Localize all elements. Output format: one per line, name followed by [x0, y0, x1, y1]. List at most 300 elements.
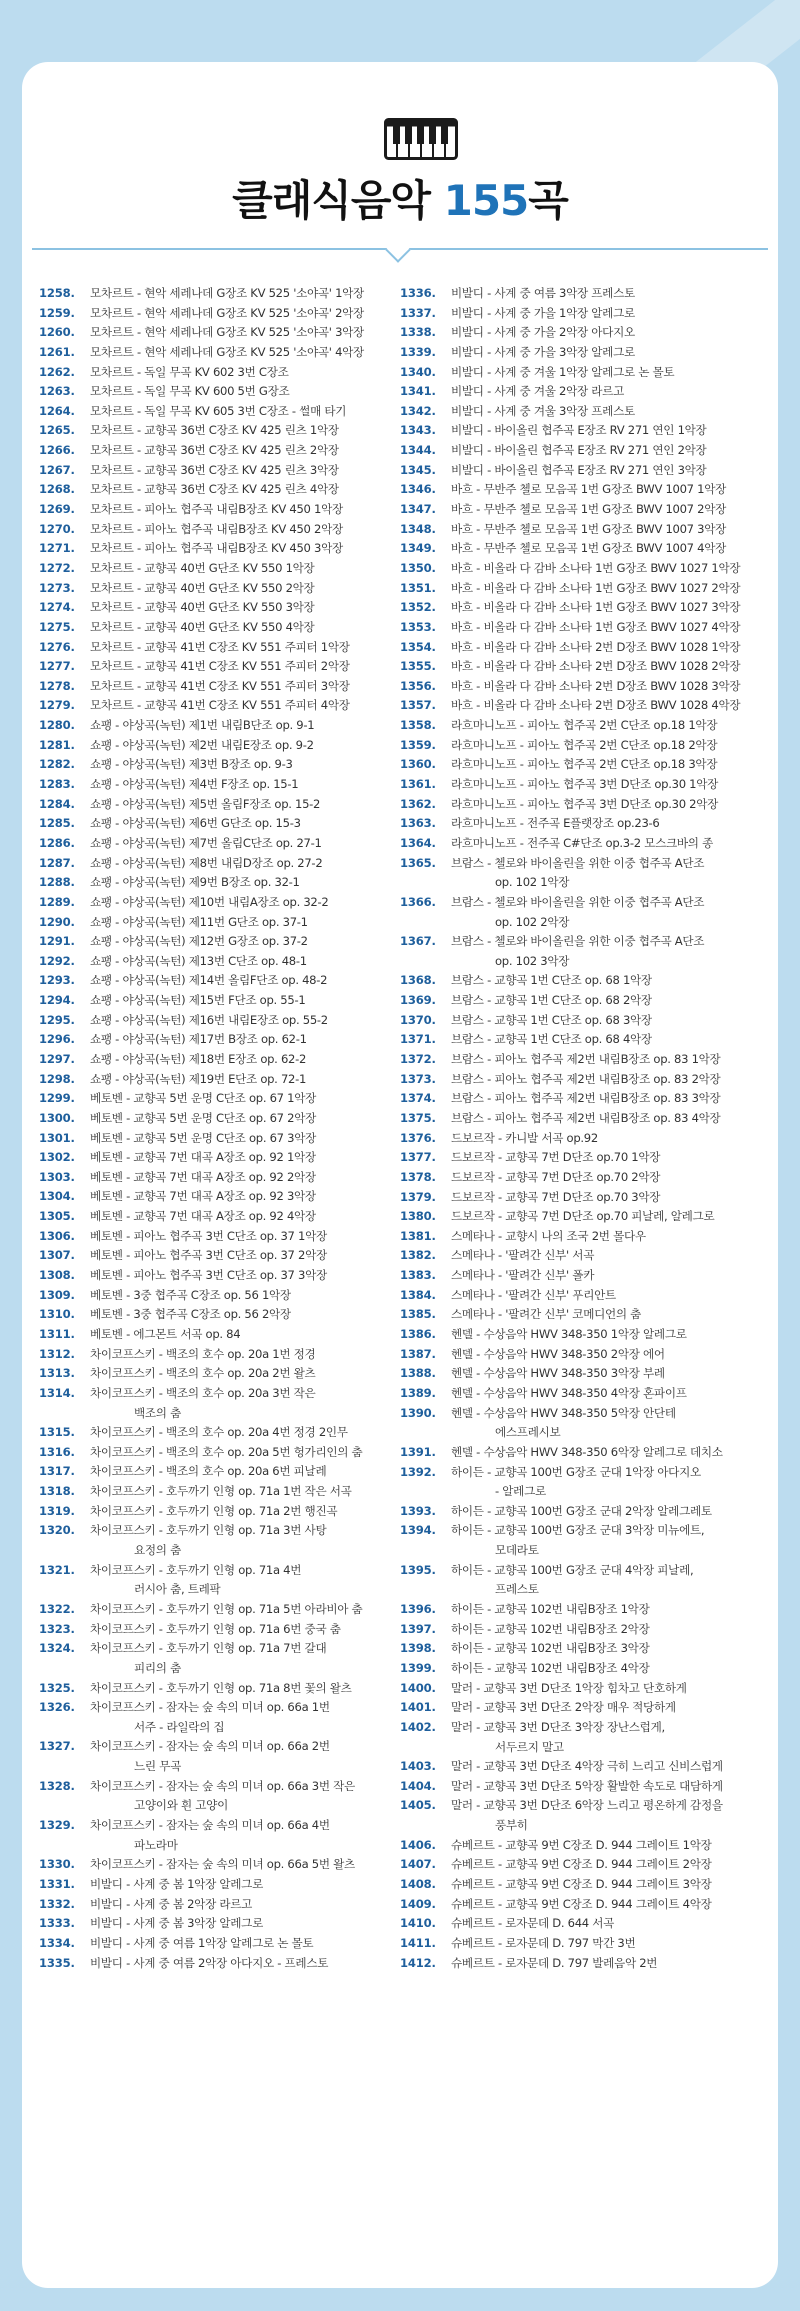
track-title-line: 모차르트 - 교향곡 40번 G단조 KV 550 3악장 — [90, 600, 315, 615]
track-title-line: 모차르트 - 현악 세레나데 G장조 KV 525 '소야곡' 4악장 — [90, 344, 364, 359]
list-item — [400, 618, 762, 638]
track-title-line: 헨델 - 수상음악 HWV 348-350 2악장 에어 — [451, 1346, 665, 1361]
track-title — [90, 755, 401, 775]
track-title-line: 비발디 - 사계 중 봄 3악장 알레그로 — [90, 1916, 263, 1931]
list-item — [400, 1463, 762, 1502]
track-title-line: 베토벤 - 피아노 협주곡 3번 C단조 op. 37 2악장 — [90, 1248, 327, 1263]
track-title — [451, 991, 762, 1011]
track-title — [90, 1482, 401, 1502]
track-number: 1326. — [39, 1700, 75, 1715]
track-number: 1292. — [39, 953, 75, 968]
track-number: 1358. — [400, 718, 436, 733]
track-title — [90, 716, 401, 736]
track-title-line: 비발디 - 바이올린 협주곡 E장조 RV 271 연인 1악장 — [451, 423, 707, 438]
track-title — [451, 1246, 762, 1266]
track-title-line: 말러 - 교향곡 3번 D단조 3악장 장난스럽게, — [451, 1719, 665, 1734]
track-title — [90, 1266, 401, 1286]
track-title-line: 쇼팽 - 야상곡(녹턴) 제8번 내림D장조 op. 27-2 — [90, 855, 323, 870]
track-title-line: 비발디 - 바이올린 협주곡 E장조 RV 271 연인 3악장 — [451, 462, 707, 477]
list-item — [400, 1855, 762, 1875]
track-title-line: 하이든 - 교향곡 100번 G장조 군대 2악장 알레그레토 — [451, 1503, 712, 1518]
track-number: 1396. — [400, 1602, 436, 1617]
list-item — [400, 441, 762, 461]
track-number: 1349. — [400, 541, 436, 556]
track-title — [90, 1777, 401, 1816]
track-title — [90, 1187, 401, 1207]
track-title-line: 드보르작 - 교향곡 7번 D단조 op.70 2악장 — [451, 1169, 661, 1184]
track-title — [451, 1286, 762, 1306]
track-number: 1375. — [400, 1110, 436, 1125]
track-title — [90, 1286, 401, 1306]
track-title-line: 헨델 - 수상음악 HWV 348-350 1악장 알레그로 — [451, 1327, 687, 1341]
track-title-line: 모차르트 - 교향곡 40번 G단조 KV 550 4악장 — [90, 619, 315, 634]
track-number: 1353. — [400, 619, 436, 634]
track-title — [90, 1129, 401, 1149]
track-title-line: 모차르트 - 독일 무곡 KV 600 5번 G장조 — [90, 384, 290, 399]
list-item — [400, 1109, 762, 1129]
track-title — [451, 461, 762, 481]
track-title — [90, 323, 401, 343]
track-number: 1412. — [400, 1955, 436, 1970]
list-item — [400, 854, 762, 893]
track-title-continuation: 요정의 춤 — [134, 1543, 181, 1558]
track-title — [90, 441, 401, 461]
track-title-line: 차이코프스키 - 호두까기 인형 op. 71a 1번 작은 서곡 — [90, 1484, 352, 1499]
track-title — [451, 598, 762, 618]
track-number: 1355. — [400, 659, 436, 674]
track-number: 1382. — [400, 1248, 436, 1263]
track-number: 1354. — [400, 639, 436, 654]
track-number: 1278. — [39, 678, 75, 693]
track-number: 1308. — [39, 1268, 75, 1283]
track-title — [451, 1011, 762, 1031]
track-number: 1261. — [39, 344, 75, 359]
track-list-left — [39, 284, 401, 1973]
list-item — [39, 638, 401, 658]
list-item — [400, 1227, 762, 1247]
track-number: 1397. — [400, 1621, 436, 1636]
title-count: 155 — [443, 176, 529, 225]
list-item — [39, 1502, 401, 1522]
list-item — [400, 1345, 762, 1365]
list-item — [39, 1286, 401, 1306]
track-title-line: 슈베르트 - 교향곡 9번 C장조 D. 944 그레이트 2악장 — [451, 1857, 712, 1872]
track-title — [451, 579, 762, 599]
track-title — [90, 1521, 401, 1560]
track-number: 1268. — [39, 482, 75, 497]
track-number: 1346. — [400, 482, 436, 497]
list-item — [400, 1266, 762, 1286]
list-item — [400, 343, 762, 363]
track-number: 1378. — [400, 1169, 436, 1184]
track-number: 1381. — [400, 1228, 436, 1243]
track-number: 1318. — [39, 1484, 75, 1499]
track-title — [451, 1129, 762, 1149]
track-title-line: 바흐 - 비올라 다 감바 소나타 2번 D장조 BWV 1028 2악장 — [451, 659, 741, 674]
list-item — [400, 1050, 762, 1070]
track-number: 1317. — [39, 1464, 75, 1479]
track-title — [451, 1050, 762, 1070]
track-number: 1283. — [39, 777, 75, 792]
track-number: 1364. — [400, 835, 436, 850]
track-title-line: 쇼팽 - 야상곡(녹턴) 제11번 G단조 op. 37-1 — [90, 914, 308, 929]
track-number: 1391. — [400, 1444, 436, 1459]
track-title — [90, 1443, 401, 1463]
list-item — [400, 1188, 762, 1208]
track-title — [451, 1443, 762, 1463]
track-title — [451, 382, 762, 402]
track-number: 1363. — [400, 816, 436, 831]
list-item — [39, 1561, 401, 1600]
list-item — [39, 716, 401, 736]
track-title-line: 비발디 - 사계 중 여름 1악장 알레그로 논 몰토 — [90, 1935, 314, 1950]
track-title-line: 모차르트 - 현악 세레나데 G장조 KV 525 '소야곡' 2악장 — [90, 305, 364, 320]
track-title — [90, 421, 401, 441]
track-title — [90, 1207, 401, 1227]
track-number: 1296. — [39, 1032, 75, 1047]
list-item — [400, 1129, 762, 1149]
track-title — [451, 304, 762, 324]
list-item — [400, 1914, 762, 1934]
track-number: 1331. — [39, 1877, 75, 1892]
track-title — [451, 1345, 762, 1365]
track-title — [451, 480, 762, 500]
track-title — [451, 795, 762, 815]
track-title-line: 모차르트 - 교향곡 36번 C장조 KV 425 린츠 4악장 — [90, 482, 339, 497]
track-title-line: 바흐 - 무반주 첼로 모음곡 1번 G장조 BWV 1007 2악장 — [451, 502, 727, 517]
track-title — [90, 1089, 401, 1109]
track-number: 1372. — [400, 1052, 436, 1067]
list-item — [39, 1266, 401, 1286]
list-item — [39, 893, 401, 913]
track-title — [90, 363, 401, 383]
list-item — [39, 991, 401, 1011]
track-number: 1305. — [39, 1209, 75, 1224]
list-item — [400, 1600, 762, 1620]
track-title — [451, 1109, 762, 1129]
track-title — [451, 1639, 762, 1659]
list-item — [400, 304, 762, 324]
track-title-line: 바흐 - 무반주 첼로 모음곡 1번 G장조 BWV 1007 1악장 — [451, 482, 727, 497]
track-title-line: 스메타나 - '팔려간 신부' 서곡 — [451, 1248, 595, 1263]
track-number: 1383. — [400, 1268, 436, 1283]
track-number: 1401. — [400, 1700, 436, 1715]
track-title — [90, 873, 401, 893]
track-title — [90, 1600, 401, 1620]
track-title — [90, 1246, 401, 1266]
list-item — [39, 323, 401, 343]
track-title-continuation: 풍부히 — [495, 1818, 528, 1833]
track-title-line: 쇼팽 - 야상곡(녹턴) 제2번 내림E장조 op. 9-2 — [90, 737, 314, 752]
track-number: 1295. — [39, 1012, 75, 1027]
track-title-line: 비발디 - 사계 중 여름 3악장 프레스토 — [451, 286, 635, 300]
track-title-line: 쇼팽 - 야상곡(녹턴) 제17번 B장조 op. 62-1 — [90, 1032, 307, 1047]
list-item — [400, 1777, 762, 1797]
track-number: 1260. — [39, 325, 75, 340]
list-item — [39, 1777, 401, 1816]
track-number: 1357. — [400, 698, 436, 713]
track-title-line: 하이든 - 교향곡 100번 G장조 군대 4악장 피날레, — [451, 1562, 694, 1577]
track-title — [90, 1639, 401, 1678]
track-number: 1297. — [39, 1051, 75, 1066]
track-number: 1343. — [400, 423, 436, 438]
track-title — [90, 304, 401, 324]
track-title — [90, 814, 401, 834]
track-title — [90, 539, 401, 559]
track-title — [90, 1070, 401, 1090]
track-number: 1259. — [39, 305, 75, 320]
track-number: 1307. — [39, 1248, 75, 1263]
track-title-line: 모차르트 - 피아노 협주곡 내림B장조 KV 450 3악장 — [90, 541, 343, 556]
track-title-line: 모차르트 - 현악 세레나데 G장조 KV 525 '소야곡' 1악장 — [90, 286, 364, 300]
track-title-line: 베토벤 - 교향곡 5번 운명 C단조 op. 67 3악장 — [90, 1130, 316, 1145]
track-number: 1345. — [400, 462, 436, 477]
track-title — [90, 1423, 401, 1443]
track-title-line: 차이코프스키 - 호두까기 인형 op. 71a 2번 행진곡 — [90, 1503, 338, 1518]
track-title-line: 모차르트 - 교향곡 36번 C장조 KV 425 린츠 1악장 — [90, 423, 339, 438]
track-title — [90, 932, 401, 952]
list-item — [400, 1168, 762, 1188]
track-title — [451, 932, 762, 971]
track-title — [451, 814, 762, 834]
track-number: 1365. — [400, 855, 436, 870]
track-title — [451, 755, 762, 775]
track-title-line: 말러 - 교향곡 3번 D단조 2악장 매우 적당하게 — [451, 1700, 676, 1715]
track-title-line: 비발디 - 사계 중 여름 2악장 아다지오 - 프레스토 — [90, 1955, 329, 1970]
track-title-line: 차이코프스키 - 호두까기 인형 op. 71a 6번 중국 춤 — [90, 1621, 341, 1636]
track-title — [451, 500, 762, 520]
list-item — [39, 520, 401, 540]
track-title — [451, 1757, 762, 1777]
track-title — [90, 1168, 401, 1188]
track-number: 1262. — [39, 364, 75, 379]
track-title — [451, 736, 762, 756]
list-item — [39, 1207, 401, 1227]
track-number: 1301. — [39, 1130, 75, 1145]
track-number: 1333. — [39, 1916, 75, 1931]
track-title-line: 브람스 - 첼로와 바이올린을 위한 이중 협주곡 A단조 — [451, 855, 705, 870]
list-item — [39, 1934, 401, 1954]
track-title-line: 브람스 - 첼로와 바이올린을 위한 이중 협주곡 A단조 — [451, 894, 705, 909]
track-title — [90, 382, 401, 402]
track-title — [451, 1188, 762, 1208]
track-title — [451, 716, 762, 736]
track-number: 1329. — [39, 1818, 75, 1833]
track-number: 1319. — [39, 1503, 75, 1518]
track-title — [90, 834, 401, 854]
list-item — [39, 1030, 401, 1050]
track-title — [451, 1620, 762, 1640]
track-number: 1298. — [39, 1071, 75, 1086]
track-title-continuation: 고양이와 흰 고양이 — [134, 1798, 228, 1813]
track-title — [451, 638, 762, 658]
track-title-line: 헨델 - 수상음악 HWV 348-350 3악장 부레 — [451, 1366, 665, 1381]
track-number: 1399. — [400, 1660, 436, 1675]
track-title — [451, 775, 762, 795]
track-title — [451, 1384, 762, 1404]
track-title — [90, 775, 401, 795]
list-item — [39, 1070, 401, 1090]
track-title — [451, 441, 762, 461]
track-title-line: 쇼팽 - 야상곡(녹턴) 제3번 B장조 op. 9-3 — [90, 757, 293, 772]
track-number: 1407. — [400, 1857, 436, 1872]
list-item — [400, 1325, 762, 1345]
track-title-line: 모차르트 - 교향곡 41번 C장조 KV 551 주피터 3악장 — [90, 678, 350, 693]
track-number: 1263. — [39, 384, 75, 399]
list-item — [400, 1934, 762, 1954]
list-item — [39, 1364, 401, 1384]
track-title — [90, 480, 401, 500]
list-item — [400, 1011, 762, 1031]
list-item — [39, 1895, 401, 1915]
track-title-line: 모차르트 - 교향곡 41번 C장조 KV 551 주피터 1악장 — [90, 639, 350, 654]
track-title — [90, 618, 401, 638]
track-title-line: 모차르트 - 피아노 협주곡 내림B장조 KV 450 2악장 — [90, 521, 343, 536]
track-number: 1323. — [39, 1621, 75, 1636]
track-number: 1321. — [39, 1562, 75, 1577]
track-title — [90, 1816, 401, 1855]
track-title-line: 모차르트 - 독일 무곡 KV 602 3번 C장조 — [90, 364, 289, 379]
track-number: 1273. — [39, 580, 75, 595]
track-title-continuation: 피리의 춤 — [134, 1660, 181, 1675]
track-title-line: 바흐 - 비올라 다 감바 소나타 1번 G장조 BWV 1027 3악장 — [451, 600, 741, 615]
track-number: 1380. — [400, 1209, 436, 1224]
track-title-line: 브람스 - 피아노 협주곡 제2번 내림B장조 op. 83 1악장 — [451, 1052, 721, 1067]
track-number: 1314. — [39, 1385, 75, 1400]
track-title-line: 차이코프스키 - 호두까기 인형 op. 71a 5번 아라비아 춤 — [90, 1601, 363, 1616]
track-number: 1406. — [400, 1837, 436, 1852]
track-number: 1400. — [400, 1680, 436, 1695]
track-title — [90, 1679, 401, 1699]
track-title — [90, 343, 401, 363]
track-number: 1336. — [400, 286, 436, 300]
track-title-line: 차이코프스키 - 백조의 호수 op. 20a 1번 정경 — [90, 1346, 316, 1361]
track-title-line: 쇼팽 - 야상곡(녹턴) 제9번 B장조 op. 32-1 — [90, 875, 300, 890]
list-item — [400, 559, 762, 579]
track-number: 1309. — [39, 1287, 75, 1302]
track-title — [451, 559, 762, 579]
track-number: 1287. — [39, 855, 75, 870]
track-number: 1403. — [400, 1759, 436, 1774]
track-title-line: 차이코프스키 - 백조의 호수 op. 20a 3번 작은 — [90, 1385, 316, 1400]
list-item — [39, 1620, 401, 1640]
track-title-line: 베토벤 - 3중 협주곡 C장조 op. 56 1악장 — [90, 1287, 291, 1302]
list-item — [400, 638, 762, 658]
track-title — [451, 1796, 762, 1835]
list-item — [400, 893, 762, 932]
track-title-line: 브람스 - 피아노 협주곡 제2번 내림B장조 op. 83 4악장 — [451, 1110, 721, 1125]
track-number: 1279. — [39, 698, 75, 713]
track-title — [451, 971, 762, 991]
track-title-line: 바흐 - 무반주 첼로 모음곡 1번 G장조 BWV 1007 4악장 — [451, 541, 727, 556]
track-number: 1310. — [39, 1307, 75, 1322]
track-number: 1324. — [39, 1641, 75, 1656]
track-title-line: 말러 - 교향곡 3번 D단조 1악장 힘차고 단호하게 — [451, 1680, 687, 1695]
track-title — [90, 1855, 401, 1875]
list-item — [400, 1404, 762, 1443]
track-title-line: 하이든 - 교향곡 102번 내림B장조 2악장 — [451, 1621, 650, 1636]
track-title — [90, 913, 401, 933]
track-number: 1404. — [400, 1778, 436, 1793]
track-title-line: 모차르트 - 교향곡 40번 G단조 KV 550 1악장 — [90, 560, 315, 575]
track-number: 1352. — [400, 600, 436, 615]
track-number: 1366. — [400, 894, 436, 909]
list-item — [39, 952, 401, 972]
track-title-line: 브람스 - 교향곡 1번 C단조 op. 68 4악장 — [451, 1032, 652, 1047]
list-item — [39, 1187, 401, 1207]
list-item — [39, 1168, 401, 1188]
track-title — [90, 1148, 401, 1168]
list-item — [400, 677, 762, 697]
track-number: 1280. — [39, 718, 75, 733]
track-title — [90, 1914, 401, 1934]
track-title-line: 비발디 - 사계 중 봄 1악장 알레그로 — [90, 1877, 263, 1892]
track-title-line: 스메타나 - 교향시 나의 조국 2번 몰다우 — [451, 1228, 646, 1243]
track-title-line: 베토벤 - 교향곡 7번 대곡 A장조 op. 92 3악장 — [90, 1189, 316, 1204]
track-title — [451, 1502, 762, 1522]
track-title — [451, 1914, 762, 1934]
track-title-line: 비발디 - 사계 중 겨울 1악장 알레그로 논 몰토 — [451, 364, 675, 379]
track-title-line: 라흐마니노프 - 전주곡 E플랫장조 op.23-6 — [451, 816, 660, 831]
list-item — [39, 775, 401, 795]
list-item — [39, 1423, 401, 1443]
track-title-line: 모차르트 - 현악 세레나데 G장조 KV 525 '소야곡' 3악장 — [90, 325, 364, 340]
track-number: 1348. — [400, 521, 436, 536]
track-title — [451, 1855, 762, 1875]
track-title — [451, 402, 762, 422]
track-number: 1322. — [39, 1601, 75, 1616]
track-title — [90, 1011, 401, 1031]
list-item — [400, 520, 762, 540]
track-number: 1347. — [400, 502, 436, 517]
track-title-line: 모차르트 - 교향곡 36번 C장조 KV 425 린츠 3악장 — [90, 462, 339, 477]
content-card — [22, 62, 778, 2288]
track-title-line: 바흐 - 비올라 다 감바 소나타 2번 D장조 BWV 1028 3악장 — [451, 678, 741, 693]
list-item — [400, 1246, 762, 1266]
track-number: 1398. — [400, 1641, 436, 1656]
list-item — [39, 618, 401, 638]
list-item — [39, 971, 401, 991]
track-title — [90, 402, 401, 422]
track-title-continuation: 서주 - 라일락의 집 — [134, 1719, 225, 1734]
track-title-line: 모차르트 - 교향곡 41번 C장조 KV 551 주피터 4악장 — [90, 698, 350, 713]
track-title-line: 슈베르트 - 교향곡 9번 C장조 D. 944 그레이트 3악장 — [451, 1877, 712, 1892]
list-item — [400, 1089, 762, 1109]
track-title — [90, 1050, 401, 1070]
track-title — [90, 1305, 401, 1325]
track-title — [451, 1266, 762, 1286]
list-item — [39, 421, 401, 441]
list-item — [39, 696, 401, 716]
track-title-line: 바흐 - 비올라 다 감바 소나타 1번 G장조 BWV 1027 4악장 — [451, 619, 741, 634]
track-title — [90, 1345, 401, 1365]
track-title-continuation: 러시아 춤, 트레팍 — [134, 1582, 221, 1597]
list-item — [400, 480, 762, 500]
list-item — [400, 500, 762, 520]
track-number: 1311. — [39, 1326, 75, 1341]
track-title-line: 차이코프스키 - 백조의 호수 op. 20a 4번 정경 2인무 — [90, 1425, 348, 1440]
track-title-line: 차이코프스키 - 호두까기 인형 op. 71a 3번 사탕 — [90, 1523, 327, 1538]
track-title — [451, 520, 762, 540]
track-title-line: 바흐 - 비올라 다 감바 소나타 2번 D장조 BWV 1028 4악장 — [451, 698, 741, 713]
track-title — [451, 1954, 762, 1974]
track-number: 1369. — [400, 993, 436, 1008]
track-title — [90, 1934, 401, 1954]
list-item — [400, 382, 762, 402]
list-item — [400, 579, 762, 599]
track-title — [451, 1148, 762, 1168]
track-number: 1377. — [400, 1150, 436, 1165]
